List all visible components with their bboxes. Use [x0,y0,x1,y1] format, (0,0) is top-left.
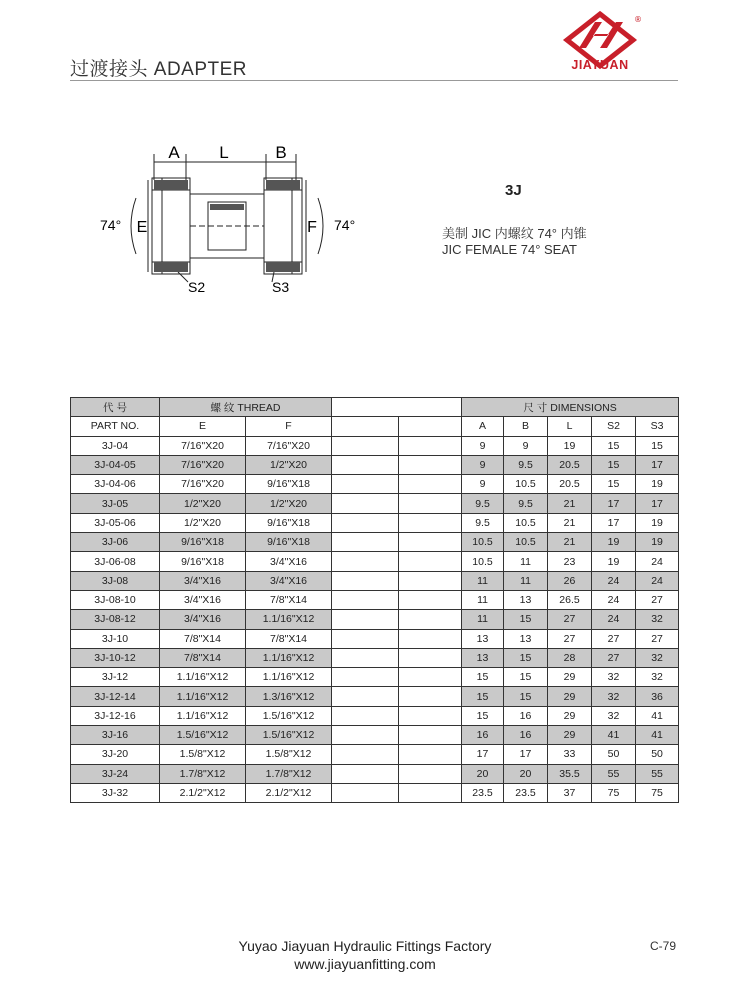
blank-cell [332,455,399,474]
table-row [71,764,679,783]
table-cell: 3J-04-05 [71,455,160,474]
table-row [71,687,679,706]
table-cell: 75 [636,783,679,802]
table-cell: 20.5 [548,455,592,474]
table-cell: 3J-08 [71,571,160,590]
table-cell: 3J-16 [71,726,160,745]
blank-cell [399,648,462,667]
table-cell: 75 [592,783,636,802]
dim-b-label: B [275,143,287,162]
blank-cell [332,436,399,455]
table-cell: 15 [636,436,679,455]
table-cell: 41 [636,706,679,725]
table-cell: 3/4"X16 [160,610,246,629]
table-cell: 1.1/16"X12 [246,610,332,629]
blank-cell [332,513,399,532]
column-header: PART NO. [71,417,160,436]
table-row [71,552,679,571]
table-cell: 15 [504,668,548,687]
table-cell: 19 [592,533,636,552]
table-cell: 32 [636,610,679,629]
table-cell: 7/8"X14 [160,629,246,648]
table-cell: 1.1/16"X12 [246,668,332,687]
table-cell: 11 [462,590,504,609]
table-cell: 3/4"X16 [246,571,332,590]
table-cell: 1.5/16"X12 [246,706,332,725]
footer-company: Yuyao Jiayuan Hydraulic Fittings Factory [238,938,492,954]
table-cell: 3J-32 [71,783,160,802]
table-cell: 3J-20 [71,745,160,764]
group-code: 代 号 [71,398,160,417]
table-cell: 7/16"X20 [160,436,246,455]
table-cell: 3/4"X16 [246,552,332,571]
table-cell: 27 [636,590,679,609]
table-cell: 21 [548,494,592,513]
table-cell: 9.5 [462,513,504,532]
table-cell: 17 [592,513,636,532]
table-cell: 27 [548,610,592,629]
dim-a-label: A [168,143,180,162]
blank-cell [332,687,399,706]
blank-cell [399,552,462,571]
table-cell: 3J-12-14 [71,687,160,706]
blank-cell [399,571,462,590]
table-cell: 23.5 [504,783,548,802]
blank-cell [332,571,399,590]
table-cell: 2.1/2"X12 [246,783,332,802]
blank-cell [332,475,399,494]
table-cell: 1.1/16"X12 [160,687,246,706]
table-cell: 15 [462,668,504,687]
table-cell: 27 [636,629,679,648]
table-cell: 7/16"X20 [160,475,246,494]
table-cell: 35.5 [548,764,592,783]
dim-e-label: E [136,219,148,236]
header-blank [332,398,462,417]
blank-cell [332,533,399,552]
table-cell: 9/16"X18 [160,533,246,552]
table-cell: 41 [636,726,679,745]
table-cell: 32 [636,648,679,667]
table-cell: 19 [636,533,679,552]
table-cell: 1.7/8"X12 [160,764,246,783]
blank-cell [332,494,399,513]
column-header: S2 [592,417,636,436]
table-cell: 21 [548,533,592,552]
table-row [71,668,679,687]
table-cell: 7/16"X20 [246,436,332,455]
table-cell: 11 [462,610,504,629]
table-cell: 7/16"X20 [160,455,246,474]
table-cell: 3J-06-08 [71,552,160,571]
table-row [71,590,679,609]
header-divider [70,80,678,81]
table-cell: 3J-08-10 [71,590,160,609]
table-cell: 32 [592,687,636,706]
blank-cell [399,745,462,764]
description-cn: 美制 JIC 内螺纹 74° 内锥 [442,226,587,241]
column-header: B [504,417,548,436]
table-cell: 32 [592,668,636,687]
table-row [71,475,679,494]
table-cell: 24 [592,571,636,590]
product-code: 3J [505,182,522,199]
blank-cell [399,726,462,745]
table-cell: 15 [592,436,636,455]
table-row [71,436,679,455]
table-cell: 3J-05 [71,494,160,513]
blank-cell [332,610,399,629]
column-header: S3 [636,417,679,436]
table-cell: 19 [636,475,679,494]
table-cell: 1.7/8"X12 [246,764,332,783]
table-cell: 1.3/16"X12 [246,687,332,706]
fitting-drawing [96,138,366,298]
blank-cell [399,610,462,629]
table-cell: 15 [592,455,636,474]
table-cell: 9 [462,436,504,455]
table-cell: 15 [462,706,504,725]
table-cell: 15 [504,610,548,629]
table-cell: 41 [592,726,636,745]
table-cell: 29 [548,668,592,687]
table-cell: 3/4"X16 [160,571,246,590]
table-cell: 17 [636,455,679,474]
table-row [71,706,679,725]
table-cell: 17 [636,494,679,513]
table-cell: 13 [462,648,504,667]
table-cell: 3J-04-06 [71,475,160,494]
table-cell: 1/2"X20 [246,455,332,474]
blank-cell [399,436,462,455]
table-cell: 9.5 [462,494,504,513]
table-cell: 16 [504,726,548,745]
table-cell: 1/2"X20 [160,494,246,513]
table-cell: 3J-04 [71,436,160,455]
table-cell: 50 [592,745,636,764]
blank-cell [399,629,462,648]
table-cell: 15 [462,687,504,706]
table-cell: 9.5 [504,494,548,513]
blank-cell [399,783,462,802]
table-cell: 9 [504,436,548,455]
table-cell: 3J-12-16 [71,706,160,725]
table-cell: 13 [462,629,504,648]
table-cell: 1/2"X20 [160,513,246,532]
table-cell: 3J-12 [71,668,160,687]
table-cell: 20.5 [548,475,592,494]
table-cell: 3J-10 [71,629,160,648]
table-cell: 23 [548,552,592,571]
table-cell: 29 [548,706,592,725]
dim-f-label: F [307,219,317,236]
table-cell: 13 [504,590,548,609]
table-cell: 1.1/16"X12 [160,668,246,687]
spec-table [70,397,679,803]
table-row [71,571,679,590]
table-cell: 36 [636,687,679,706]
blank-cell [399,455,462,474]
blank-cell [399,687,462,706]
brand-name: JIAYUAN [571,58,629,72]
table-cell: 11 [504,552,548,571]
table-cell: 33 [548,745,592,764]
table-cell: 11 [462,571,504,590]
table-row [71,726,679,745]
table-row [71,533,679,552]
table-cell: 1.1/16"X12 [246,648,332,667]
table-row [71,610,679,629]
blank-cell [399,475,462,494]
table-cell: 55 [636,764,679,783]
column-header: F [246,417,332,436]
table-cell: 24 [592,590,636,609]
column-header: L [548,417,592,436]
dim-l-label: L [219,143,229,162]
table-cell: 29 [548,687,592,706]
table-cell: 1.5/8"X12 [160,745,246,764]
table-cell: 9.5 [504,455,548,474]
table-cell: 11 [504,571,548,590]
table-cell: 19 [592,552,636,571]
table-cell: 27 [548,629,592,648]
table-cell: 17 [504,745,548,764]
table-cell: 23.5 [462,783,504,802]
table-cell: 15 [592,475,636,494]
table-cell: 27 [592,648,636,667]
blank-cell [399,513,462,532]
table-cell: 17 [462,745,504,764]
table-cell: 27 [592,629,636,648]
table-row [71,648,679,667]
table-cell: 26.5 [548,590,592,609]
table-group-header [71,398,679,417]
column-header [399,417,462,436]
table-cell: 15 [504,687,548,706]
table-cell: 37 [548,783,592,802]
table-cell: 32 [636,668,679,687]
blank-cell [332,648,399,667]
table-cell: 9 [462,455,504,474]
blank-cell [332,783,399,802]
table-cell: 9/16"X18 [160,552,246,571]
footer-url: www.jiayuanfitting.com [294,956,436,972]
angle-right-label: 74° [334,217,356,233]
table-cell: 10.5 [504,513,548,532]
table-cell: 9/16"X18 [246,513,332,532]
table-cell: 20 [462,764,504,783]
blank-cell [399,533,462,552]
blank-cell [332,668,399,687]
table-row [71,745,679,764]
description-en: JIC FEMALE 74° SEAT [442,242,577,257]
table-cell: 28 [548,648,592,667]
table-cell: 10.5 [504,475,548,494]
table-cell: 3/4"X16 [160,590,246,609]
table-cell: 1.1/16"X12 [160,706,246,725]
blank-cell [399,764,462,783]
table-body [71,436,679,803]
table-cell: 16 [462,726,504,745]
table-cell: 15 [504,648,548,667]
blank-cell [332,590,399,609]
table-cell: 24 [636,571,679,590]
blank-cell [399,590,462,609]
blank-cell [332,745,399,764]
table-cell: 7/8"X14 [246,629,332,648]
table-cell: 9/16"X18 [246,533,332,552]
table-cell: 1/2"X20 [246,494,332,513]
blank-cell [399,668,462,687]
table-cell: 3J-06 [71,533,160,552]
table-cell: 3J-08-12 [71,610,160,629]
page-title: 过渡接头 ADAPTER [70,59,248,80]
table-cell: 55 [592,764,636,783]
table-cell: 24 [636,552,679,571]
column-header [332,417,399,436]
table-cell: 1.5/8"X12 [246,745,332,764]
table-cell: 20 [504,764,548,783]
table-cell: 19 [636,513,679,532]
blank-cell [399,494,462,513]
group-dimensions: 尺 寸 DIMENSIONS [462,398,679,417]
table-row [71,629,679,648]
table-cell: 19 [548,436,592,455]
blank-cell [332,552,399,571]
table-cell: 29 [548,726,592,745]
table-cell: 10.5 [504,533,548,552]
table-cell: 3J-10-12 [71,648,160,667]
table-cell: 32 [592,706,636,725]
table-cell: 2.1/2"X12 [160,783,246,802]
s2-label: S2 [188,279,206,295]
column-header: A [462,417,504,436]
table-row [71,494,679,513]
table-cell: 1.5/16"X12 [246,726,332,745]
table-cell: 24 [592,610,636,629]
table-cell: 9/16"X18 [246,475,332,494]
blank-cell [332,629,399,648]
table-cell: 13 [504,629,548,648]
table-row [71,513,679,532]
table-cell: 21 [548,513,592,532]
table-cell: 3J-24 [71,764,160,783]
table-cell: 10.5 [462,552,504,571]
page-number: C-79 [650,939,677,953]
table-cell: 17 [592,494,636,513]
table-cell: 7/8"X14 [246,590,332,609]
angle-left-label: 74° [100,217,122,233]
table-row [71,783,679,802]
table-cell: 50 [636,745,679,764]
table-cell: 1.5/16"X12 [160,726,246,745]
table-cell: 9 [462,475,504,494]
group-thread: 螺 纹 THREAD [160,398,332,417]
table-column-header [71,417,679,436]
blank-cell [332,726,399,745]
table-cell: 26 [548,571,592,590]
column-header: E [160,417,246,436]
registered-mark: ® [634,15,642,24]
table-row [71,455,679,474]
table-cell: 3J-05-06 [71,513,160,532]
table-cell: 16 [504,706,548,725]
table-cell: 10.5 [462,533,504,552]
s3-label: S3 [272,279,290,295]
blank-cell [332,764,399,783]
blank-cell [332,706,399,725]
blank-cell [399,706,462,725]
table-cell: 7/8"X14 [160,648,246,667]
